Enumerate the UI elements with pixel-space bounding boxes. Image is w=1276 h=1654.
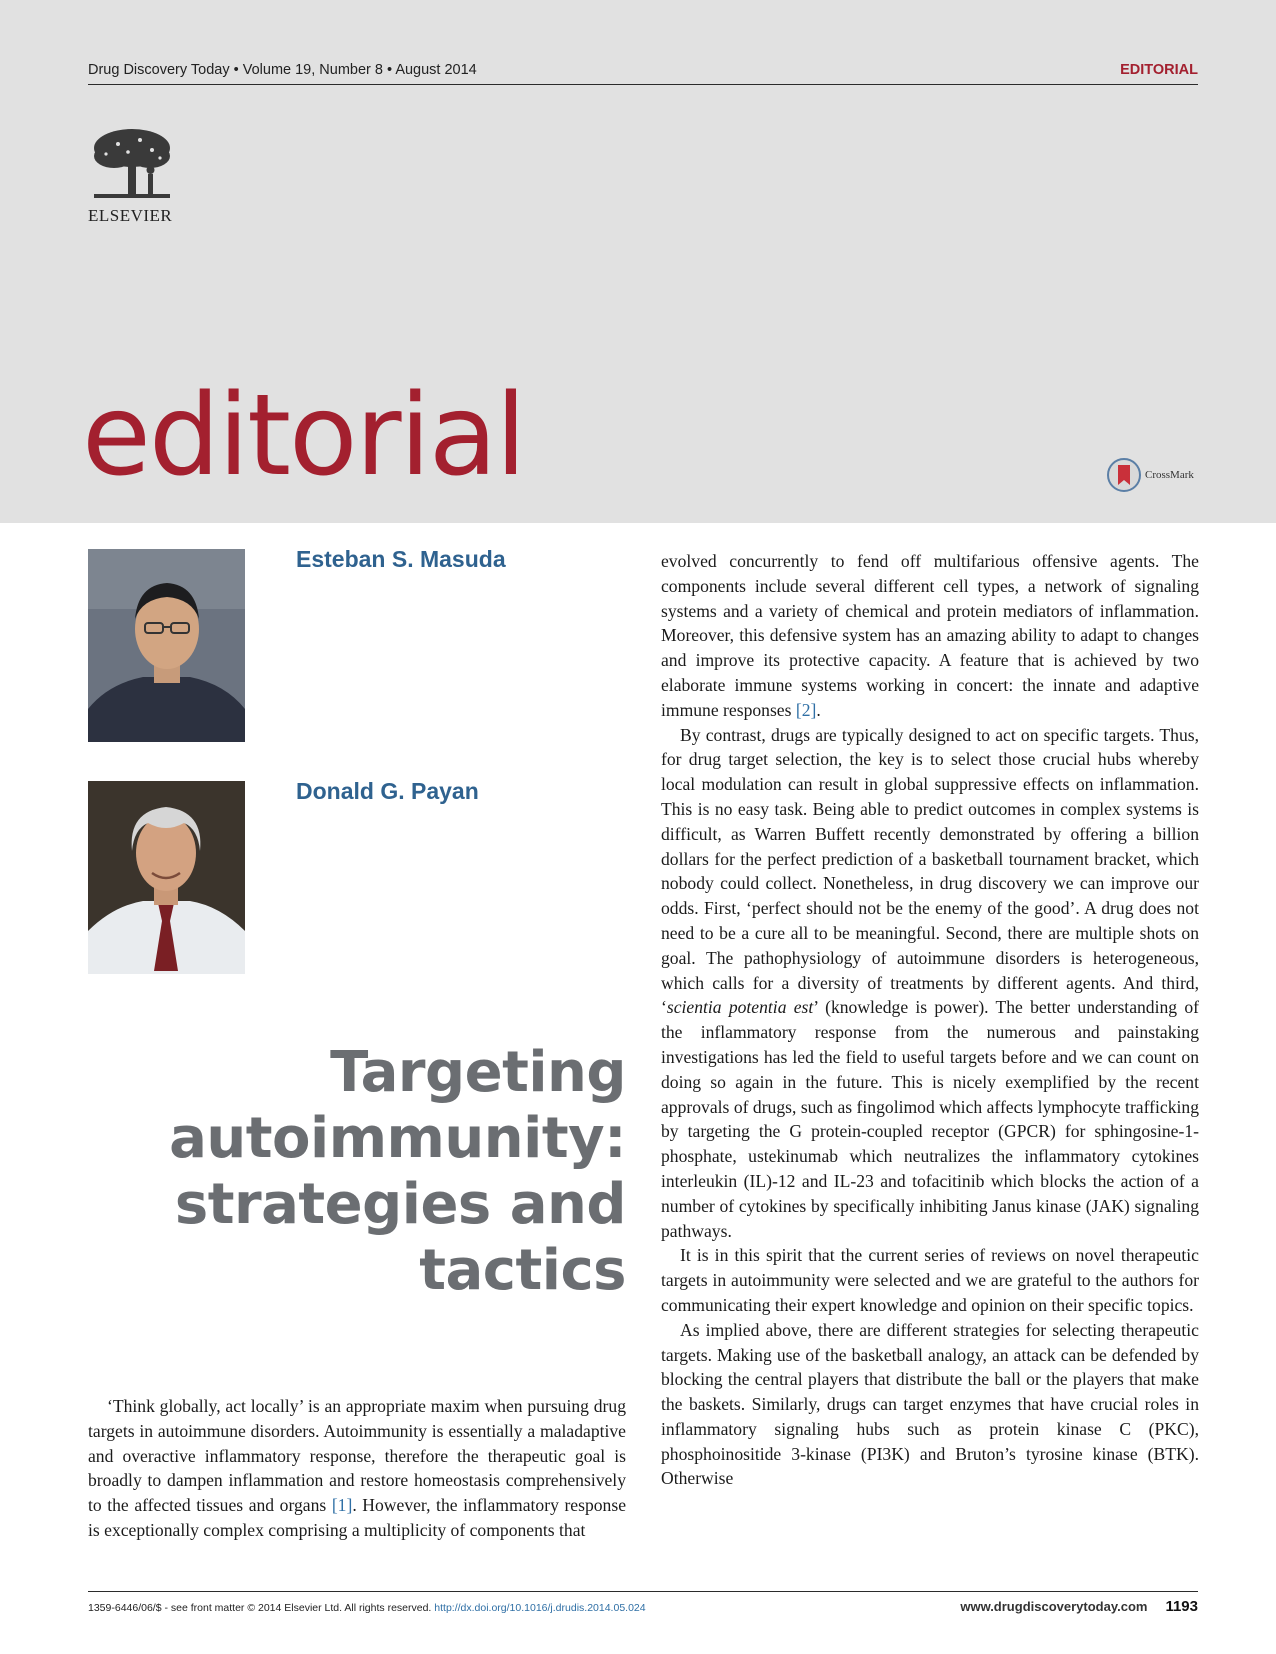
paragraph: By contrast, drugs are typically designed to act on specific targets. Thus, for drug target selection, the key is to select those crucial hubs whereby local modulation can result in global suppressive effects on inflammation. This is no easy task. Being able to predict outcomes in complex systems is difficult, as Warren Buffett recently demonstrated by offering a billion dollars for the perfect prediction of a basketball tournament bracket, which nobody could collect. Nonetheless, in drug discovery we can improve our odds. First, ‘perfect should not be the enemy of the good’. A drug does not need to be a cure all to be meaningful. Second, there are multiple shots on goal. The pathophysiology of autoimmune disorders is heterogeneous, which calls for a diversity of treatments by different agents. And third, ‘scientia potentia est’ (knowledge is power). The better understanding of the inflammatory response from the numerous and painstaking investigations has led the field to useful targets before and we can count on doing so again in the future. This is nicely exemplified by the recent approvals of drugs, such as fingolimod which affects lymphocyte trafficking by targeting the G protein-coupled receptor (GPCR) for sphingosine-1-phosphate, ustekinumab which neutralizes the inflammatory cytokines interleukin (IL)-12 and IL-23 and tofacitinib which blocks the action of a number of cytokines by specifically inhibiting Janus kinase (JAK) signaling pathways. [661,724,1199,1241]
issn-notice: 1359-6446/06/$ - see front matter © 2014 Elsevier Ltd. All rights reserved. [88,1602,432,1614]
issue-date: August 2014 [395,62,477,78]
author-name-1: Esteban S. Masuda [296,546,506,572]
body-column-right [661,549,1199,1491]
doi-link[interactable]: http://dx.doi.org/10.1016/j.drudis.2014.05.024 [434,1602,646,1614]
publisher-name: ELSEVIER [88,206,173,225]
author-photo-payan [88,781,245,974]
title-line: autoimmunity: [169,1106,626,1171]
reference-link[interactable]: [2] [795,699,817,720]
section-heading: editorial [82,371,525,501]
elsevier-logo [88,126,180,226]
crossmark-label: CrossMark [1145,469,1194,481]
journal-name: Drug Discovery Today [88,62,230,78]
body-column-left [88,1394,626,1543]
portrait-icon [88,549,245,742]
footer-left [88,1602,646,1614]
author-name-2: Donald G. Payan [296,778,479,804]
paragraph: It is in this spirit that the current series of reviews on novel therapeutic targets in autoimmunity were selected and we are grateful to the authors for communicating their expert knowledge and opinion on their specific topics. [661,1245,1199,1315]
article-title [150,1040,626,1304]
reference-link[interactable]: [1] [331,1495,353,1516]
paragraph: ‘Think globally, act locally’ is an appropriate maxim when pursuing drug targets in autoimmune disorders. Autoimmunity is essentially a maladaptive and overactive inflammatory response, therefore the therapeutic goal is broadly to dampen inflammation and restore homeostasis comprehensively to the affected tissues and organs [1]. However, the inflammatory response is exceptionally complex comprising a multiplicity of components that [88,1396,627,1540]
page-number: 1193 [1165,1598,1198,1615]
tree-icon [88,126,176,204]
author-photo-masuda [88,549,245,742]
paragraph: As implied above, there are different strategies for selecting therapeutic targets. Making use of the basketball analogy, an attack can be defended by blocking the central players that distribute the ball or the players that make the baskets. Similarly, drugs can target enzymes that have crucial roles in inflammatory signaling hubs such as protein kinase C (PKC), phosphoinositide 3-kinase (PI3K) and Bruton’s tyrosine kinase (BTK). Otherwise [661,1319,1199,1489]
volume-issue: Volume 19, Number 8 [242,62,383,78]
latin-phrase: scientia potentia est [666,997,814,1018]
crossmark-icon [1107,458,1141,492]
title-line: strategies and [174,1172,626,1237]
section-label: EDITORIAL [1120,62,1198,78]
website-link[interactable]: www.drugdiscoverytoday.com [960,1599,1148,1614]
running-head [88,58,1198,85]
portrait-icon [88,781,245,974]
page-footer [88,1591,1198,1615]
title-line: Targeting [330,1040,626,1105]
title-line: tactics [419,1238,626,1303]
crossmark-badge[interactable] [1107,458,1194,492]
footer-right [960,1598,1198,1615]
paragraph: evolved concurrently to fend off multifarious offensive agents. The components include several different cell types, a network of signaling systems and a variety of chemical and protein mediators of inflammation. Moreover, this defensive system has an amazing ability to adapt to changes and improve its protective capacity. A feature that is achieved by two elaborate immune systems working in concert: the innate and adaptive immune responses [2]. [661,551,1199,720]
journal-citation: Drug Discovery Today • Volume 19, Number 8 • August 2014 [88,62,477,78]
